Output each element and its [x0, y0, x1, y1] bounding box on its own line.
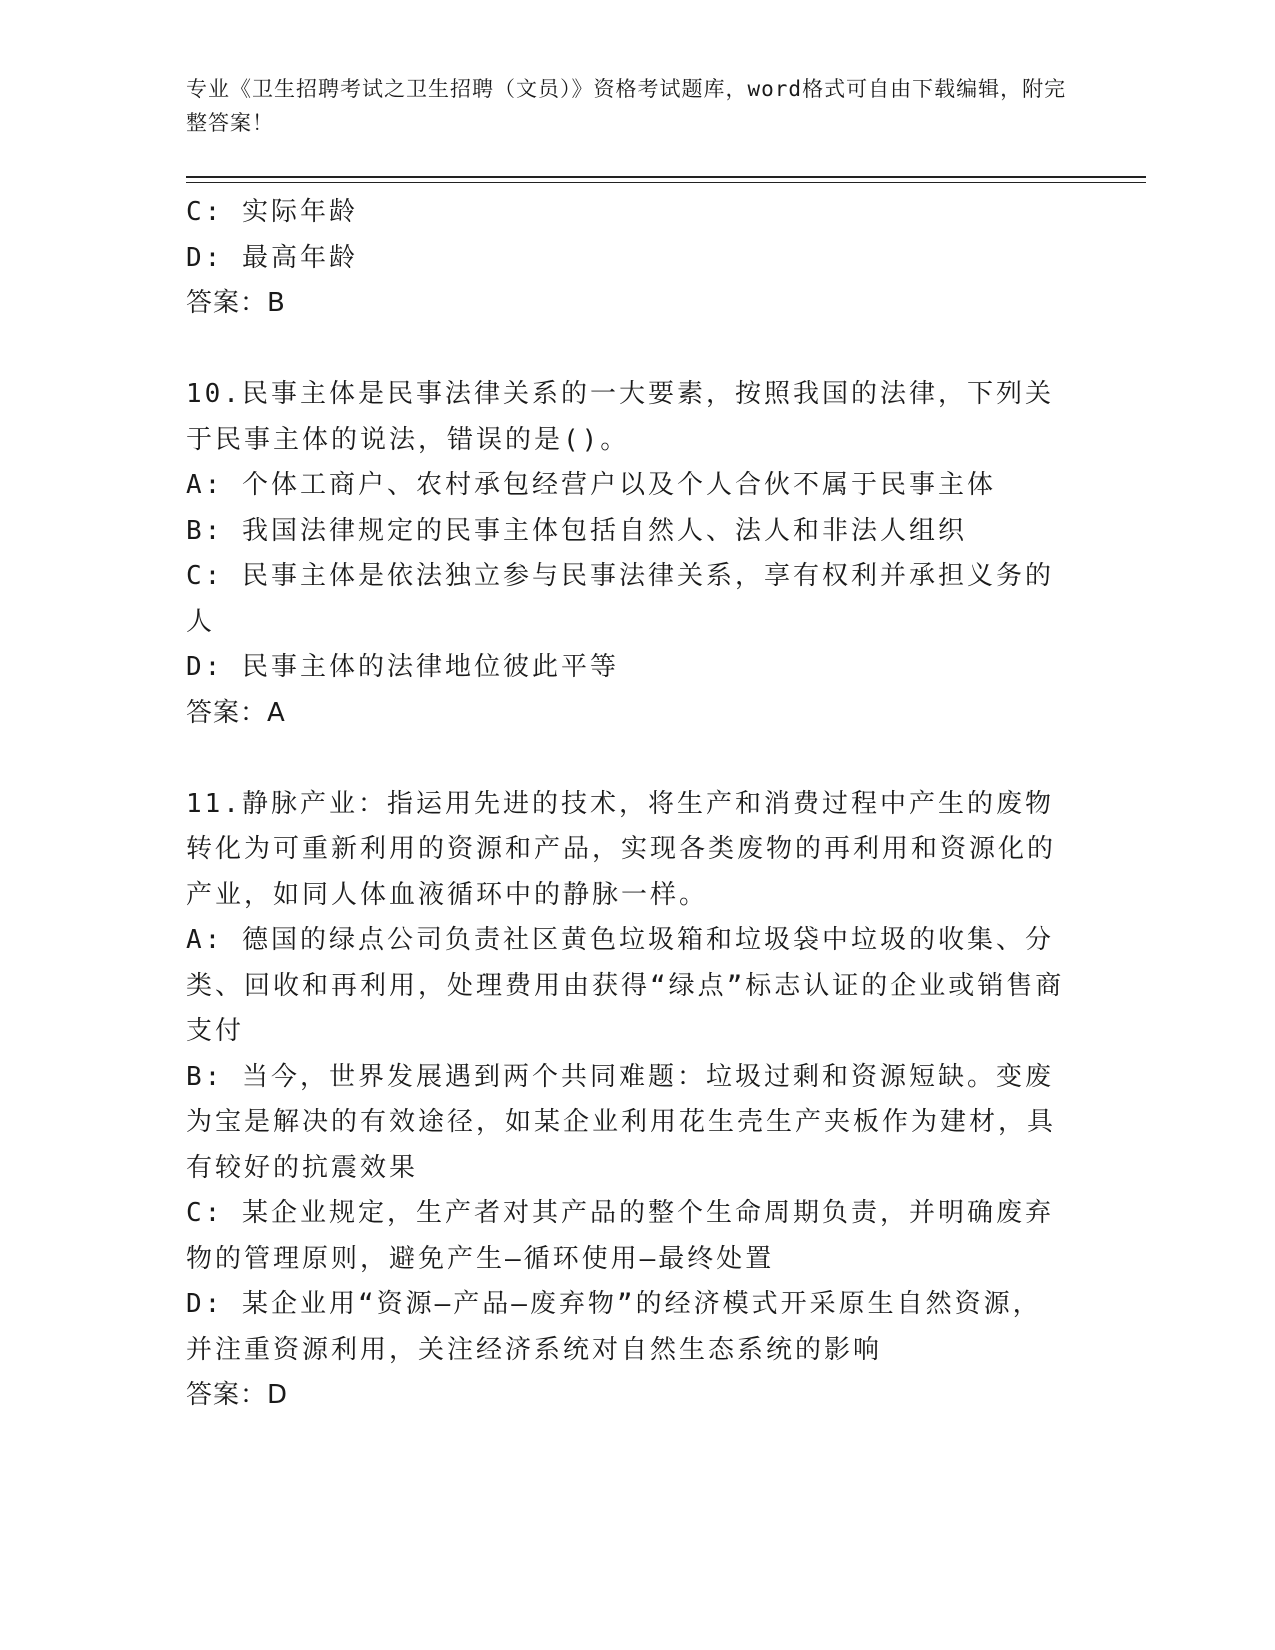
option-text: 德国的绿点公司负责社区黄色垃圾箱和垃圾袋中垃圾的收集、分类、回收和再利用，处理费用由获得“绿点”标志认证的企业或销售商支付 — [186, 925, 1065, 1046]
prev-question-block — [186, 190, 1066, 327]
option-d — [186, 236, 1066, 282]
answer-line: 答案：B — [186, 288, 286, 318]
spacer — [186, 327, 1066, 373]
option-text: 实际年龄 — [241, 197, 358, 227]
option-c — [186, 190, 1066, 236]
option-text: 个体工商户、农村承包经营户以及个人合伙不属于民事主体 — [241, 470, 996, 500]
option-label: B: — [186, 1061, 224, 1092]
option-label: A: — [186, 925, 224, 955]
option-label: D: — [186, 652, 224, 682]
option-a — [186, 918, 1066, 1055]
option-label: C: — [186, 1198, 224, 1228]
header-text: 专业《卫生招聘考试之卫生招聘（文员）》资格考试题库，word格式可自由下载编辑，附完整答案！ — [186, 77, 1067, 135]
option-b — [186, 509, 1066, 555]
option-text: 当今，世界发展遇到两个共同难题：垃圾过剩和资源短缺。变废为宝是解决的有效途径，如某企业利用花生壳生产夹板作为建材，具有较好的抗震效果 — [186, 1061, 1057, 1183]
option-a — [186, 463, 1066, 509]
option-label: D: — [186, 1289, 224, 1319]
answer-line: 答案：A — [186, 697, 286, 728]
option-text: 我国法律规定的民事主体包括自然人、法人和非法人组织 — [241, 515, 967, 546]
header-rule-thick — [186, 176, 1146, 178]
option-label: B: — [186, 515, 224, 546]
spacer — [186, 736, 1066, 782]
option-label: C: — [186, 197, 224, 227]
header-rule-thin — [186, 182, 1146, 183]
option-c — [186, 1191, 1066, 1282]
option-d — [186, 645, 1066, 691]
option-b — [186, 1055, 1066, 1192]
option-text: 民事主体是依法独立参与民事法律关系，享有权利并承担义务的人 — [186, 561, 1054, 637]
question-11 — [186, 782, 1066, 1419]
question-content — [186, 190, 1066, 1419]
question-stem: 10.民事主体是民事法律关系的一大要素，按照我国的法律，下列关于民事主体的说法，错误的是()。 — [186, 379, 1054, 455]
option-text: 某企业用“资源—产品—废弃物”的经济模式开采原生自然资源，并注重资源利用，关注经济系统对自然生态系统的影响 — [186, 1289, 1042, 1365]
option-label: A: — [186, 470, 224, 500]
option-text: 民事主体的法律地位彼此平等 — [241, 652, 619, 682]
document-header — [186, 72, 1086, 140]
option-c — [186, 554, 1066, 645]
option-label: C: — [186, 561, 224, 591]
option-d — [186, 1282, 1066, 1373]
question-10 — [186, 372, 1066, 736]
option-label: D: — [186, 242, 224, 273]
answer-line: 答案：D — [186, 1380, 289, 1410]
question-stem: 11.静脉产业：指运用先进的技术，将生产和消费过程中产生的废物转化为可重新利用的资源和产品，实现各类废物的再利用和资源化的产业，如同人体血液循环中的静脉一样。 — [186, 788, 1057, 910]
option-text: 最高年龄 — [241, 242, 358, 273]
option-text: 某企业规定，生产者对其产品的整个生命周期负责，并明确废弃物的管理原则，避免产生—循环使用—最终处置 — [186, 1198, 1054, 1274]
